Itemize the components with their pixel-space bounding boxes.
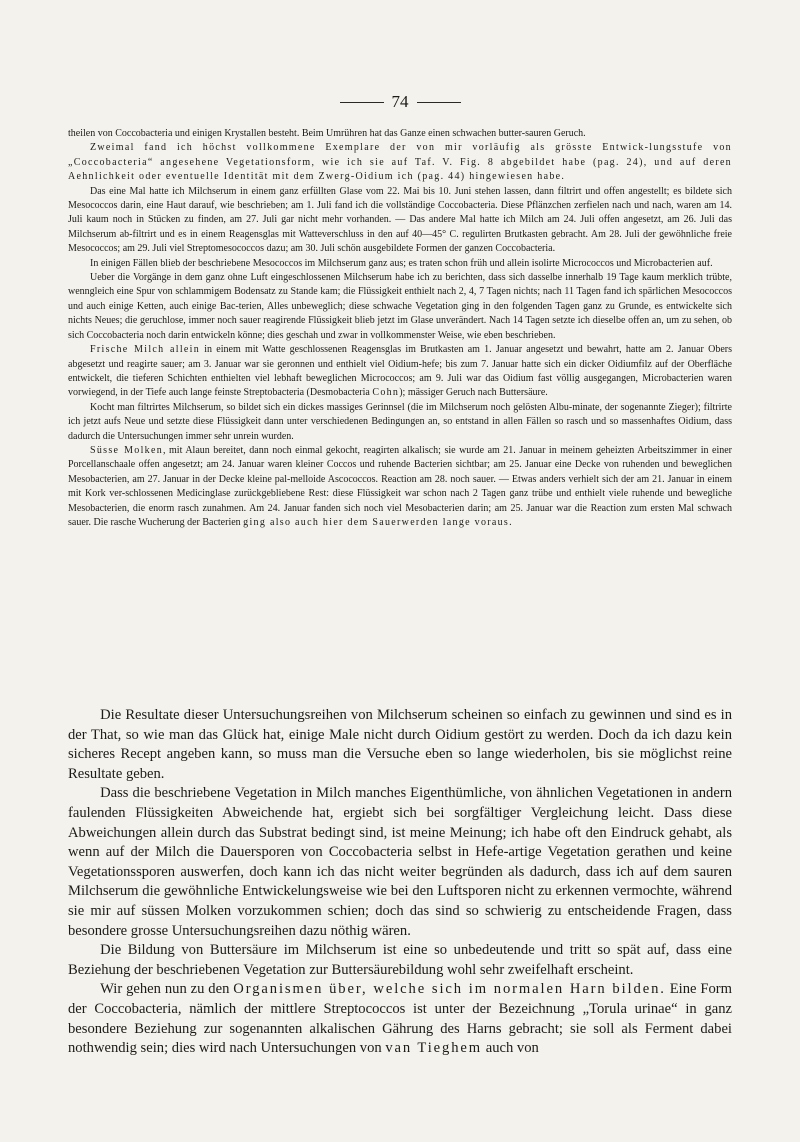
text-run: In einigen Fällen blieb der beschriebene Mesococcos im Milchserum ganz aus; es traten schon früh und allein isolirte Micrococcos und Microbacterien auf. [90,257,713,269]
header-rule-right [417,102,461,103]
text-run: ); mässiger Geruch nach Buttersäure. [399,387,548,399]
small-print-paragraph [68,343,732,401]
small-print-section [68,127,732,530]
text-run: Wir gehen nun zu den [100,981,234,998]
spaced-emphasis-text: van Tieghem [385,1040,483,1057]
small-print-paragraph [68,444,732,530]
spaced-emphasis-text: Cohn [372,387,400,399]
small-print-paragraph [68,257,732,271]
main-text-paragraph [68,706,732,784]
spaced-emphasis-text: Frische Milch allein [90,344,201,356]
text-run: Das eine Mal hatte ich Milchserum in einem ganz erfüllten Glase vom 22. Mai bis 10. Juni stehen lassen, dann filtrirt und offen angestellt; es bildete sich Mesococcos darin, eine Haut darauf, wie beschrieben; am 1. Juli fand ich die vollständige Coccobacteria. Diese Pflänzchen zerfielen nach und nach, waren am 14. Juli kaum noch in Stücken zu finden, am 27. Juli gar nicht mehr vorhanden. — Das andere Mal hatte ich Milch am 24. Juli offen angesetzt, am 26. Juli das Milchserum ab-filtrirt und es in einem Reagensglas mit Watteverschluss in den auf 40—45° C. regulirten Brutkasten gebracht. Am 28. Juli der gewöhnliche freie Mesococcos; am 29. Juli viel Streptomesococcos dazu; am 30. Juli schön ausgebildete Formen der ganzen Coccobacteria. [68,185,732,255]
text-run: theilen von Coccobacteria und einigen Krystallen besteht. Beim Umrühren hat das Ganze einen schwachen butter-sauren Geruch. [68,128,586,139]
text-run: Die Bildung von Buttersäure im Milchserum ist eine so unbedeutende und tritt so spät auf, dass eine Beziehung der beschriebenen Vegetation zur Buttersäurebildung wohl sehr zweifelhaft erscheint. [68,942,732,978]
text-run: Eine Form der Coccobacteria, nämlich der mittlere Streptococcos ist unter der Bezeichnung „Torula urinae“ in ganz besondere Beziehung zur sogenannten alkalischen Gährung des Harns gebracht; sie soll als Ferment dabei nothwendig sein; dies wird nach Untersuchungen von [68,981,732,1057]
text-run: Die Resultate dieser Untersuchungsreihen von Milchserum scheinen so einfach zu gewinnen und sind es in der That, so wie man das Glück hat, einige Male nicht durch Oidium gestört zu werden. Doch da ich dazu kein sicheres Recept angeben kann, so muss man die Versuche eben so lange wiederholen, bis sie möglichst reine Resultate geben. [68,707,732,782]
small-print-paragraph [68,401,732,444]
main-text-section [68,706,732,1059]
main-text-paragraph [68,784,732,941]
small-print-paragraph [68,127,732,141]
spaced-emphasis-text: Organismen [233,981,324,998]
main-text-paragraph [68,980,732,1058]
text-run: Ueber die Vorgänge in dem ganz ohne Luft eingeschlossenen Milchserum habe ich zu berichten, dass sich dasselbe innerhalb 19 Tage kaum merklich trübte, wenngleich eine Spur von schlammigem Bodensatz zu Stande kam; die Flüssigkeit enthielt nach 2, 4, 7 Tagen nichts; nach 11 Tagen fand ich spärlichen Mesococcos und auch einige Ketten, auch einige Bac-terien, Alles unbeweglich; diese schwache Vegetation ging in den folgenden Tagen ganz zu Grunde, es entwickelte sich nichts Neues; die geruchlose, immer noch sauer reagirende Flüssigkeit blieb jetzt im Glase unverändert. Nach 14 Tagen setzte ich dieselbe offen an, um zu sehen, ob sich Coccobacteria noch darin entwickeln könne; dies geschah und zwar in vollkommenster Weise, wie eben beschrieben. [68,272,732,341]
small-print-paragraph [68,185,732,257]
spaced-emphasis-text: Zweimal fand ich höchst vollkommene Exemplare der von mir vorläufig als grösste Entwick-lungsstufe von „Coccobacteria“ angesehene Vegetationsform, wie ich sie auf Taf. V. Fig. 8 abgebildet habe (pag. 24), und auf deren Aehnlichkeit oder eventuelle Identität mit dem Zwerg-Oidium ich (pag. 44) hingewiesen habe. [68,142,732,183]
text-run: auch von [482,1040,539,1057]
small-print-paragraph [68,141,732,184]
spaced-emphasis-text: Süsse Molken [90,444,164,456]
spaced-emphasis-text: ging also auch hier dem Sauerwerden lange voraus. [243,516,513,528]
page-number: 74 [391,92,409,111]
page-header [0,92,800,112]
text-run: , mit Alaun bereitet, dann noch einmal gekocht, reagirten alkalisch; sie wurde am 21. Januar in meinem geheizten Arbeitszimmer in einer Porcellanschaale offen angesetzt; am 24. Januar waren kleiner Coccos und ruhende Bacterien sichtbar; am 25. Januar eine Decke von ruhenden und beweglichen Mesobacterien, am 27. Januar in der Decke kleine pal-melloide Ascococcos. Reaction am 28. noch sauer. — Etwas anders verhielt sich der am 21. Januar in einem mit Kork ver-schlossenen Medicinglase zurückgebliebene Rest: diese Flüssigkeit war schon nach 2 Tagen ganz trübe und enthielt viele ruhende und bewegliche Mesobacterien, die enorm rasch zunahmen. Am 24. Januar fanden sich noch viel Mesobacterien darin; am 25. Januar war die Reaction zum ersten Mal schwach sauer. Die rasche Wucherung der Bacterien [68,444,732,528]
spaced-emphasis-text: über, welche sich im normalen Harn bilden. [323,981,666,998]
text-run: Kocht man filtrirtes Milchserum, so bildet sich ein dickes massiges Gerinnsel (die im Milchserum noch gelösten Albu-minate, der sogenannte Zieger); filtrirte ich jetzt aufs Neue und setzte diese Flüssigkeit dann unter verschiedenen Bedingungen an, so entstand in allen Fällen so rasch und so massenhaftes Oidium, dass dadurch die Untersuchungen immer sehr unrein wurden. [68,401,732,442]
header-rule-left [340,102,384,103]
text-run: Dass die beschriebene Vegetation in Milch manches Eigenthümliche, von ähnlichen Vegetationen in andern faulenden Flüssigkeiten Abweichende hat, ergiebt sich bei sorgfältiger Vergleichung leicht. Dass diese Abweichungen allein durch das Substrat bedingt sind, ist meine Meinung; ich habe oft den Eindruck gehabt, als wenn auf der Milch die Dauersporen von Coccobacteria selbst in Hefe-artige Vegetation gerathen und keine Vegetationssporen auswerfen, doch kann ich das nicht weiter begründen als dadurch, dass ich auf dem sauren Milchserum die gewöhnliche Entwickelungsweise wie bei den Luftsporen nicht zu erkennen vermochte, während sie mir auf süssen Molken vorzukommen schien; doch das sind so schwierig zu entscheidende Fragen, dass besondere grosse Untersuchungsreihen dazu nöthig wären. [68,785,732,939]
small-print-paragraph [68,271,732,343]
text-run: in einem mit Watte geschlossenen Reagensglas im Brutkasten am 1. Januar angesetzt und bewahrt, hatte am 2. Januar Obers abgesetzt und reagirte sauer; am 3. Januar war sie geronnen und enthielt viel Oidium-hefe; bis zum 7. Januar hatte sich ein dicker Oidiumfilz auf der Oberfläche entwickelt, die tieferen Schichten enthielten viel lebhaft beweglichen Micrococcos; am 9. Juli war das Oidium fast völlig ausgegangen, Microbacterien waren vorwiegend, in der Tiefe auch lange feinste Streptobacteria (Desmobacteria [68,344,732,399]
main-text-paragraph [68,941,732,980]
